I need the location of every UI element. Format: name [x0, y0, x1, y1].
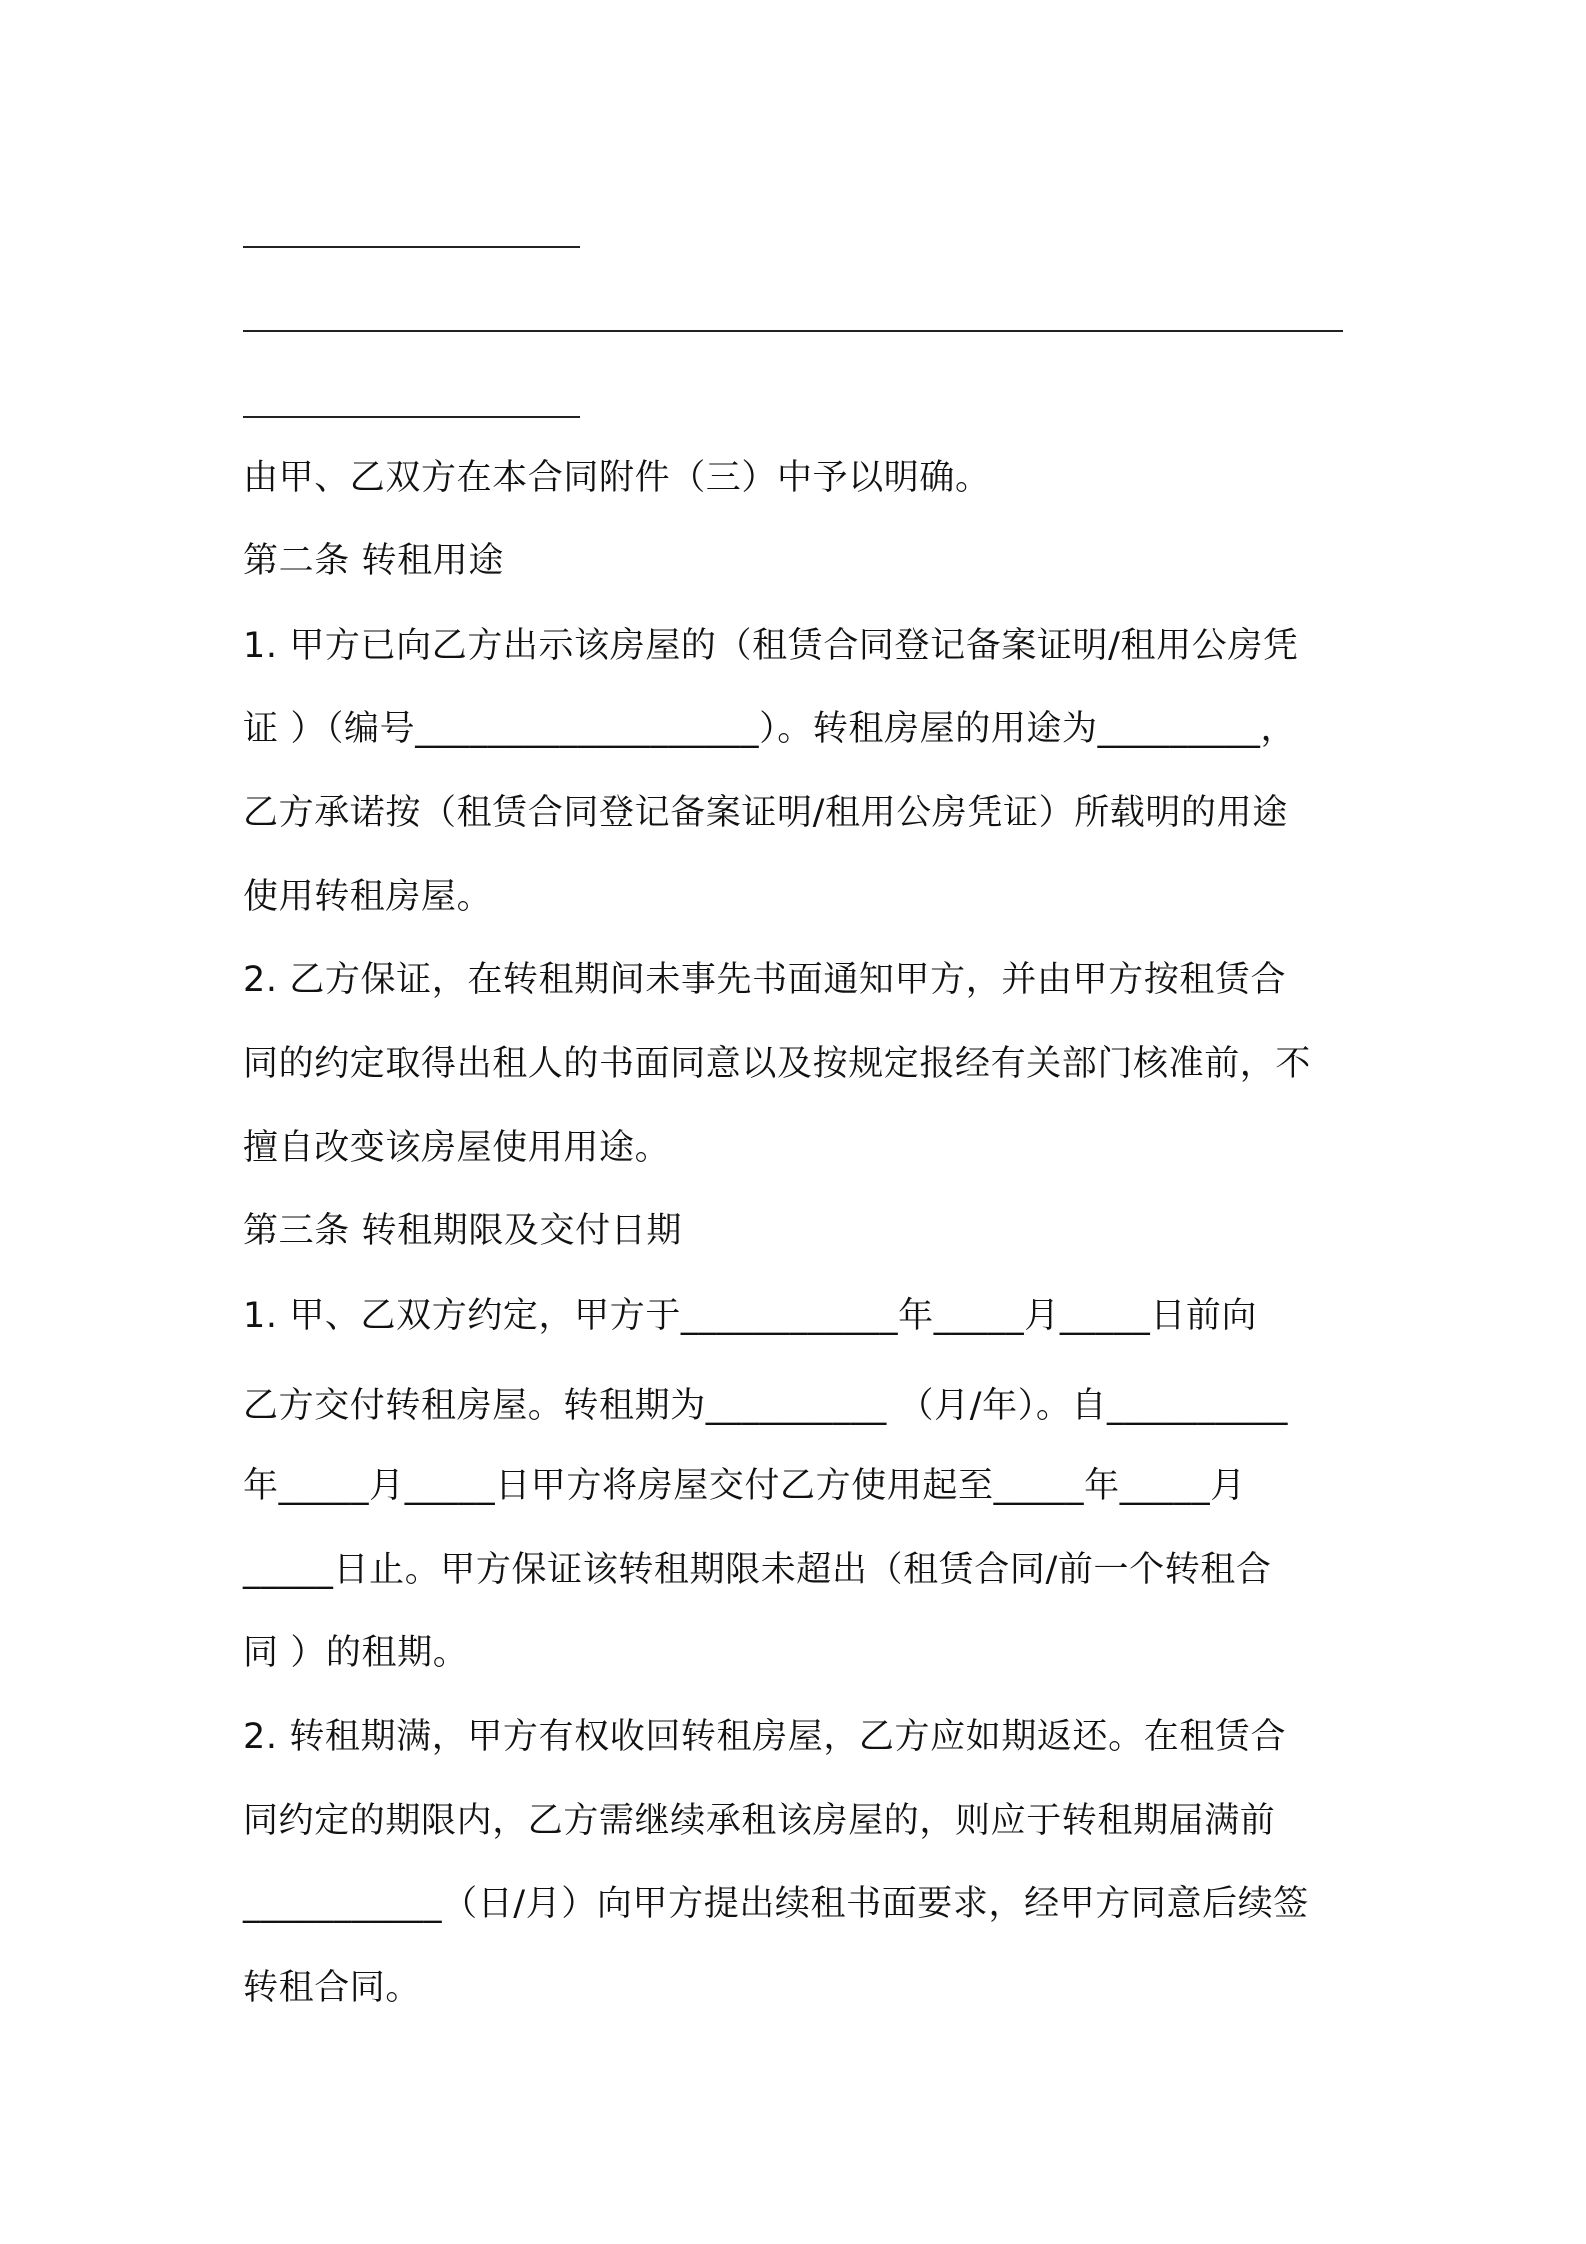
paragraph-line: 由甲、乙双方在本合同附件（三）中予以明确。: [243, 458, 991, 498]
blank-line: [243, 416, 580, 418]
paragraph-line: 2. 转租期满，甲方有权收回转租房屋，乙方应如期返还。在租赁合: [243, 1717, 1287, 1757]
blank-line: [243, 246, 580, 248]
paragraph-line: 擅自改变该房屋使用用途。: [243, 1128, 671, 1168]
paragraph-line: 同 ）的租期。: [243, 1633, 469, 1673]
paragraph-line: 乙方交付转租房屋。转租期为__________ （月/年）。自__________: [243, 1386, 1289, 1426]
paragraph-line: 同约定的期限内，乙方需继续承租该房屋的，则应于转租期届满前: [243, 1801, 1276, 1841]
paragraph-line: 乙方承诺按（租赁合同登记备案证明/租用公房凭证）所载明的用途: [243, 793, 1288, 833]
blank-line: [243, 330, 1343, 332]
section-heading: 第二条 转租用途: [243, 541, 504, 581]
paragraph-line: 同的约定取得出租人的书面同意以及按规定报经有关部门核准前，不: [243, 1044, 1312, 1084]
paragraph-line: 年_____月_____日甲方将房屋交付乙方使用起至_____年_____月: [243, 1466, 1246, 1506]
paragraph-line: 证 ）（编号___________________）。转租房屋的用途为_________，: [243, 709, 1297, 749]
section-heading: 第三条 转租期限及交付日期: [243, 1211, 682, 1251]
paragraph-line: 1. 甲、乙双方约定，甲方于____________年_____月_____日前向: [243, 1296, 1258, 1336]
paragraph-line: 使用转租房屋。: [243, 877, 493, 917]
paragraph-line: _____日止。甲方保证该转租期限未超出（租赁合同/前一个转租合: [243, 1550, 1272, 1590]
paragraph-line: 1. 甲方已向乙方出示该房屋的（租赁合同登记备案证明/租用公房凭: [243, 626, 1299, 666]
paragraph-line: 2. 乙方保证，在转租期间未事先书面通知甲方，并由甲方按租赁合: [243, 960, 1287, 1000]
paragraph-line: 转租合同。: [243, 1968, 422, 2008]
paragraph-line: ___________（日/月）向甲方提出续租书面要求，经甲方同意后续签: [243, 1884, 1309, 1924]
